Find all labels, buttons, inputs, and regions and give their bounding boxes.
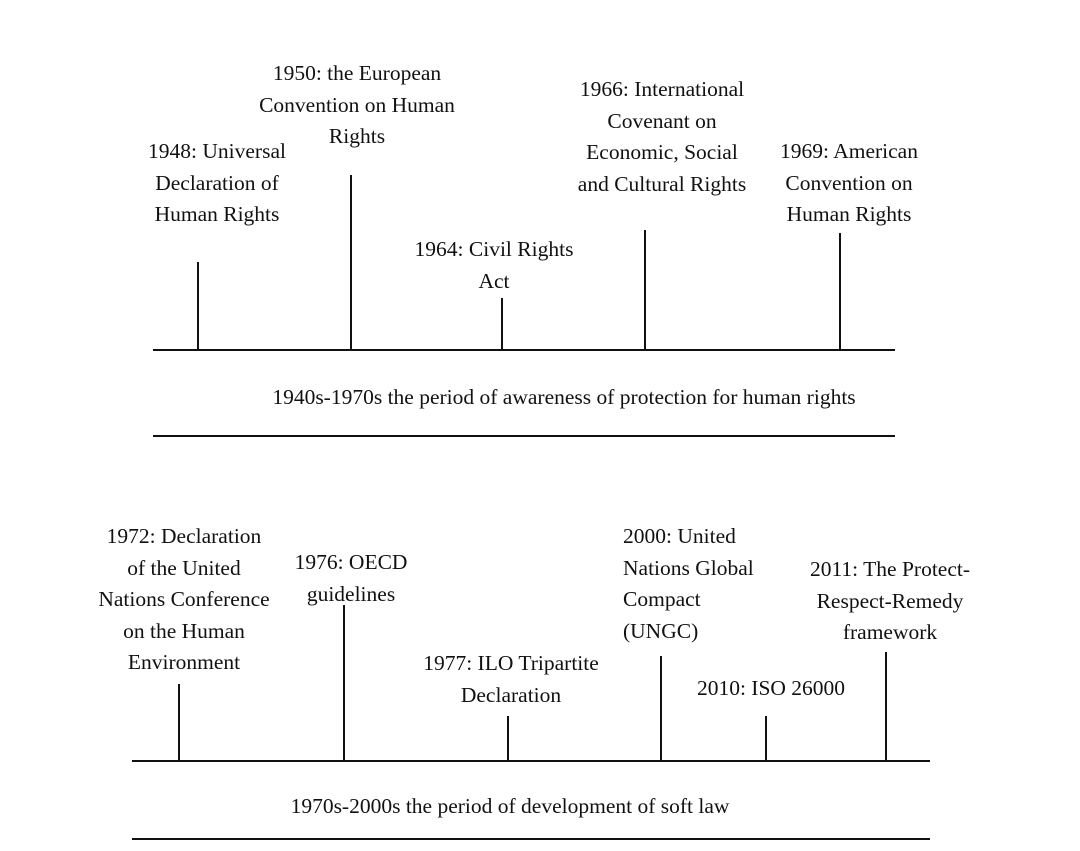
event-1966-line-1: 1966: International [579,77,745,101]
event-2010-line-1: 2010: ISO 26000 [696,676,846,700]
timeline-2-period-caption: 1970s-2000s the period of development of soft law [290,794,730,818]
event-1969-line-1: 1969: American [780,139,918,163]
event-1966-line-3: Economic, Social [586,140,738,164]
event-1977-line-2: Declaration [460,682,562,707]
event-2000-label [623,521,783,647]
timeline-1-period-caption: 1940s-1970s the period of awareness of protection for human rights [272,385,856,409]
event-1969-line-2: Convention on [785,170,913,195]
event-1972-line-2: of the United [127,555,241,580]
event-1948-line-3: Human Rights [154,202,280,226]
event-2011-line-1: 2011: The Protect- [809,557,971,581]
event-2000-line-1: 2000: United [623,524,736,548]
event-1950-line-3: Rights [328,124,386,148]
event-2000-line-2: Nations Global [623,555,754,580]
event-2000-line-3: Compact [623,587,701,611]
event-1976-label [271,547,431,610]
event-1964-line-2: Act [478,268,510,293]
event-1948-line-1: 1948: Universal [148,139,286,163]
event-1950-label [227,58,487,153]
event-1972-line-1: 1972: Declaration [106,524,262,548]
event-2010-label [676,673,866,705]
event-1969-label [754,136,944,231]
event-1972-line-5: Environment [127,650,241,674]
event-1969-line-3: Human Rights [786,202,912,226]
event-1966-line-4: and Cultural Rights [577,171,747,196]
event-1964-line-1: 1964: Civil Rights [414,237,574,261]
event-1972-line-3: Nations Conference [98,587,270,611]
event-1972-line-4: on the Human [123,618,245,643]
event-1977-line-1: 1977: ILO Tripartite [423,651,599,675]
event-1966-line-2: Covenant on [607,108,717,133]
event-1950-line-2: Convention on Human [259,92,455,117]
event-1966-label [552,74,772,200]
event-2011-line-3: framework [842,620,938,644]
event-1948-line-2: Declaration of [155,170,279,195]
event-1976-line-1: 1976: OECD [294,550,408,574]
event-2011-label [790,554,990,649]
event-2000-line-4: (UNGC) [623,618,699,643]
event-2011-line-2: Respect-Remedy [816,588,964,613]
event-1976-line-2: guidelines [306,581,396,606]
event-1950-line-1: 1950: the European [272,61,442,85]
event-1977-label [400,648,622,711]
event-1972-label [74,521,294,679]
event-1964-label [384,234,604,297]
